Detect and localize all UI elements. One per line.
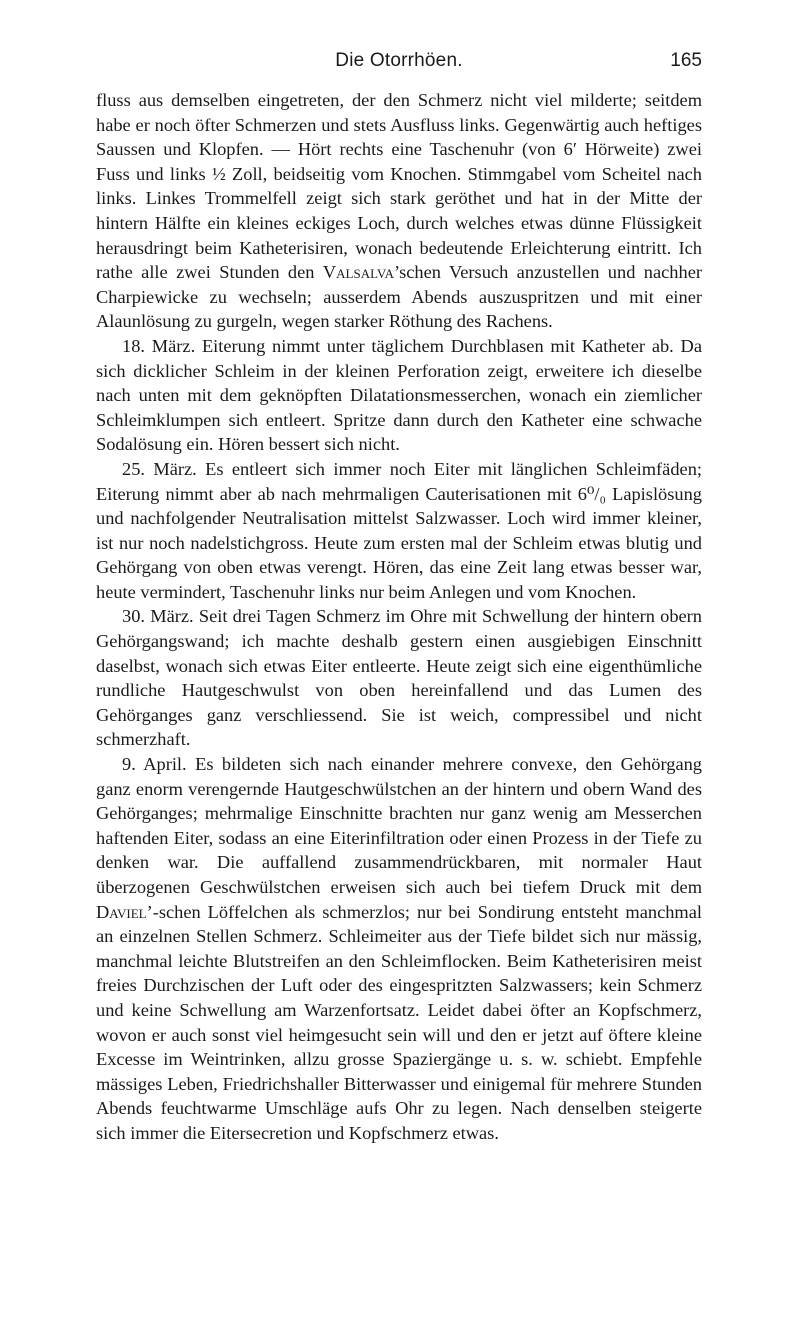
author-name-valsalva: Valsalva — [322, 262, 394, 283]
running-title: Die Otorrhöen. — [335, 50, 463, 71]
author-name-daviel: Daviel — [96, 901, 147, 922]
paragraph-entry-18-maerz: 18. März. Eiterung nimmt unter täglichem Durchblasen mit Katheter ab. Da sich dicklicher Schleim in der kleinen Perforation zeigt, erweitere ich dieselbe nach unten mit dem geknöpften Dilatationsmesserchen, wonach ein ziemlicher Schleimklumpen sich entleert. Spritze dann durch den Katheter eine schwache Sodalösung ein. Hören bessert sich nicht. — [96, 335, 702, 455]
paragraph-continuation — [96, 88, 702, 334]
paragraph-entry-25-maerz: 25. März. Es entleert sich immer noch Eiter mit länglichen Schleimfäden; Eiterung nimmt aber ab nach mehrmaligen Cauterisationen mit 6⁰/₀ Lapislösung und nachfolgender Neutralisation mittelst Salzwasser. Loch wird immer kleiner, ist nur noch nadelstichgross. Heute zum ersten mal der Schleim etwas blutig und Gehörgang von oben etwas verengt. Hören, das eine Zeit lang etwas besser war, heute vermindert, Taschenuhr links nur beim Anlegen und vom Knochen. — [96, 458, 702, 602]
page-header — [96, 50, 702, 80]
paragraph-text: fluss aus demselben eingetreten, der den Schmerz nicht viel milderte; seitdem habe er noch öfter Schmerzen und stets Ausfluss links. Gegenwärtig auch heftiges Saussen und Klopfen. — Hört rechts eine Taschenuhr (von 6′ Hörweite) zwei Fuss und links ½ Zoll, beidseitig vom Knochen. Stimmgabel vom Scheitel nach links. Linkes Trommelfell zeigt sich stark geröthet und hat in der Mitte der hintern Hälfte ein kleines eckiges Loch, durch welches etwas dünne Flüssigkeit herausdringt beim Katheterisiren, wonach bedeutende Erleichterung eintritt. Ich rathe alle zwei Stunden den — [96, 90, 702, 283]
paragraph-entry-9-april — [96, 752, 702, 1146]
page-number: 165 — [670, 50, 702, 71]
paragraph-text-tail: ’schen Versuch anzustellen und nachher Charpiewicke zu wechseln; ausserdem Abends auszuspritzen und mit einer Alaunlösung zu gurgeln, wegen starker Röthung des Rachens. — [96, 262, 702, 332]
body-text — [96, 88, 702, 1146]
paragraph-text: 9. April. Es bildeten sich nach einander mehrere convexe, den Gehörgang ganz enorm verengernde Hautgeschwülstchen an der hintern und obern Wand des Gehörganges; mehrmalige Einschnitte brachten nur ganz wenig am Messerchen haftenden Eiter, sodass an eine Eiterinfiltration oder einen Prozess in der Tiefe zu denken war. Die auffallend zusammendrückbaren, mit normaler Haut überzogenen Geschwülstchen erweisen sich auch bei tiefem Druck mit dem — [96, 754, 702, 897]
paragraph-text-tail: ’-schen Löffelchen als schmerzlos; nur bei Sondirung entsteht manchmal an einzelnen Stellen Schmerz. Schleimeiter aus der Tiefe bildet sich nur mässig, manchmal leichte Blutstreifen an den Schleimflocken. Beim Katheterisiren meist freies Durchzischen der Luft oder des eingespritzten Salzwassers; kein Schmerz und keine Schwellung am Warzenfortsatz. Leidet dabei öfter an Kopfschmerz, wovon er auch sonst viel heimgesucht sein will und den er jetzt auf öftere kleine Excesse im Weintrinken, allzu grosse Spaziergänge u. s. w. schiebt. Empfehle mässiges Leben, Friedrichshaller Bitterwasser und einigemal für mehrere Stunden Abends feuchtwarme Umschläge aufs Ohr zu legen. Nach denselben steigerte sich immer die Eitersecretion und Kopfschmerz etwas. — [96, 901, 702, 1143]
paragraph-entry-30-maerz: 30. März. Seit drei Tagen Schmerz im Ohre mit Schwellung der hintern obern Gehörgangswand; ich machte deshalb gestern einen ausgiebigen Einschnitt daselbst, wonach sich etwas Eiter entleerte. Heute zeigt sich eine eigenthümliche rundliche Hautgeschwulst von oben hereinfallend und das Lumen des Gehörganges ganz verschliessend. Sie ist weich, compressibel und nicht schmerzhaft. — [96, 606, 702, 750]
